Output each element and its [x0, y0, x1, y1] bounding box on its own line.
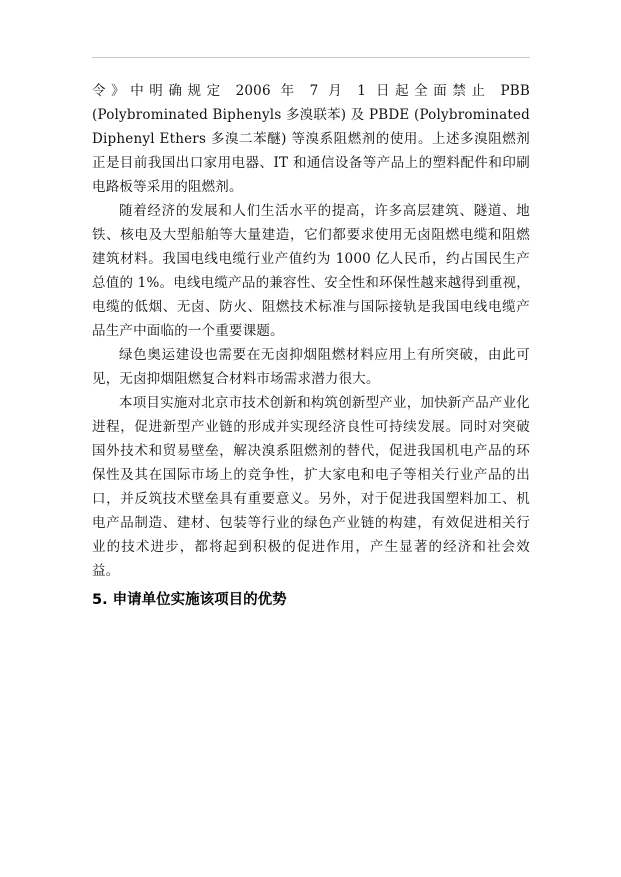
paragraph-green-olympics: 绿色奥运建设也需要在无卤抑烟阻燃材料应用上有所突破，由此可见，无卤抑烟阻燃复合材料市场需求潜力很大。: [92, 347, 530, 387]
document-body: [92, 79, 530, 613]
header-rule: [92, 57, 530, 58]
paragraph-project-significance: 本项目实施对北京市技术创新和构筑创新型产业，加快新产品产业化进程，促进新型产业链的形成并实现经济良性可持续发展。同时对突破国外技术和贸易壁垒，解决溴系阻燃剂的替代，促进我国机电产品的环保性及其在国际市场上的竞争性，扩大家电和电子等相关行业产品的出口，并反筑技术壁垒具有重要意义。另外，对于促进我国塑料加工、机电产品制造、建材、包装等行业的绿色产业链的构建，有效促进相关行业的技术进步，都将起到积极的促进作用，产生显著的经济和社会效益。: [92, 395, 530, 579]
paragraph-cable-demand: 随着经济的发展和人们生活水平的提高，许多高层建筑、隧道、地铁、核电及大型船舶等大量建造，它们都要求使用无卤阻燃电缆和阻燃建筑材料。我国电线电缆行业产值约为 1000 亿人民币，约占国民生产总值的 1%。电线电缆产品的兼容性、安全性和环保性越来越得到重视，电缆的低烟、无卤、防火、阻燃技术标准与国际接轨是我国电线电缆产品生产中面临的一个重要课题。: [92, 203, 530, 339]
paragraph-continued: 令》中明确规定 2006 年 7 月 1 日起全面禁止 PBB (Polybrominated Biphenyls 多溴联苯) 及 PBDE (Polybrominated Diphenyl Ethers 多溴二苯醚) 等溴系阻燃剂的使用。上述多溴阻燃剂正是目前我国出口家用电器、IT 和通信设备等产品上的塑料配件和印刷电路板等采用的阻燃剂。: [92, 83, 530, 195]
section-heading: 5. 申请单位实施该项目的优势: [92, 592, 287, 608]
